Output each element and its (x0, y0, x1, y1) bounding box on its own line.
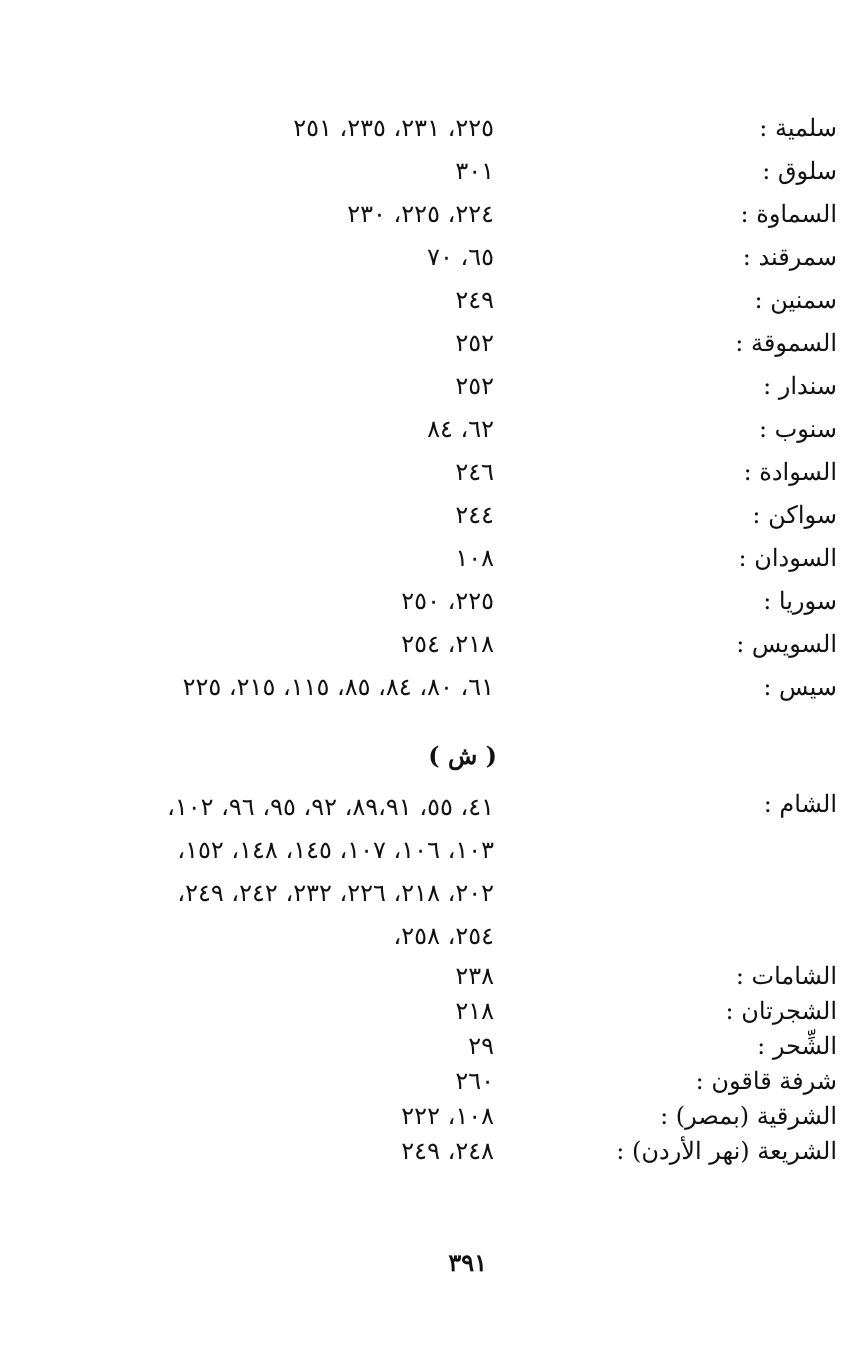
entry-pages: ٢٢٥، ٢٥٠ (401, 587, 494, 615)
entry-term: السوادة : (743, 458, 837, 486)
entry-pages-line: ٢٠٢، ٢١٨، ٢٢٦، ٢٣٢، ٢٤٢، ٢٤٩، (177, 879, 494, 907)
entry-pages: ٣٠١ (455, 157, 494, 185)
entry-pages: ٢٤٩ (455, 286, 494, 314)
entry-pages: ٦٢، ٨٤ (427, 415, 494, 443)
entry-term: الشرقية (بمصر) : (660, 1102, 837, 1130)
entry-pages: ٢٩ (468, 1032, 494, 1060)
index-entry (0, 540, 849, 583)
index-entry (0, 239, 849, 282)
entry-pages: ٦١، ٨٠، ٨٤، ٨٥، ١١٥، ٢١٥، ٢٢٥ (182, 673, 494, 701)
entry-term: شرفة قاقون : (695, 1067, 837, 1095)
entry-term: سلوق : (762, 157, 837, 185)
index-entry (0, 958, 849, 993)
index-entry (0, 1028, 849, 1063)
entry-pages-line: ١٠٣، ١٠٦، ١٠٧، ١٤٥، ١٤٨، ١٥٢، (177, 836, 494, 864)
entry-pages-multiline (34, 786, 494, 958)
entry-pages: ٢٢٥، ٢٣١، ٢٣٥، ٢٥١ (293, 114, 494, 142)
index-entry (0, 626, 849, 669)
entry-term: سيس : (763, 673, 837, 701)
index-entry (0, 196, 849, 239)
entry-pages: ٦٥، ٧٠ (427, 243, 494, 271)
entry-pages-line: ٤١، ٥٥، ٨٩،٩١، ٩٢، ٩٥، ٩٦، ١٠٢، (167, 793, 494, 821)
entry-pages: ٢١٨، ٢٥٤ (401, 630, 494, 658)
entry-term: سواكن : (752, 501, 837, 529)
entry-pages: ٢٤٦ (455, 458, 494, 486)
index-entries-bottom (0, 958, 849, 1168)
entry-term: سوريا : (763, 587, 837, 615)
index-entry (0, 669, 849, 712)
entry-pages: ٢٤٨، ٢٤٩ (401, 1137, 494, 1165)
index-entry-sham (0, 786, 849, 956)
entry-pages: ١٠٨، ٢٢٢ (401, 1102, 494, 1130)
entry-pages: ٢٦٠ (455, 1067, 494, 1095)
index-entries-top (0, 110, 849, 712)
entry-pages: ٢٣٨ (455, 962, 494, 990)
entry-term: الشامات : (735, 962, 837, 990)
entry-pages: ١٠٨ (455, 544, 494, 572)
index-entry (0, 153, 849, 196)
entry-term: السموقة : (735, 329, 837, 357)
index-entry (0, 1098, 849, 1133)
index-entry (0, 411, 849, 454)
section-heading: ( ش ) (428, 741, 497, 770)
index-entry (0, 282, 849, 325)
index-entry (0, 325, 849, 368)
index-entry (0, 1133, 849, 1168)
entry-term: سمنين : (754, 286, 837, 314)
index-entry (0, 454, 849, 497)
index-entry (0, 993, 849, 1028)
entry-term: سمرقند : (742, 243, 837, 271)
entry-pages: ٢٤٤ (455, 501, 494, 529)
entry-term: الشريعة (نهر الأردن) : (616, 1137, 837, 1165)
entry-term: سندار : (763, 372, 837, 400)
index-entry (0, 110, 849, 153)
page-number: ٣٩١ (448, 1248, 487, 1277)
entry-term: السماوة : (740, 200, 837, 228)
index-entry (0, 1063, 849, 1098)
index-entry (0, 583, 849, 626)
entry-term: سنوب : (758, 415, 837, 443)
entry-pages: ٢١٨ (455, 997, 494, 1025)
entry-pages: ٢٥٢ (455, 372, 494, 400)
entry-term: الشجرتان : (725, 997, 837, 1025)
entry-pages-line: ٢٥٤، ٢٥٨، (393, 922, 494, 950)
index-entry (0, 368, 849, 411)
entry-term: الشام : (763, 790, 837, 818)
entry-pages: ٢٥٢ (455, 329, 494, 357)
entry-term: السودان : (738, 544, 837, 572)
entry-term: السويس : (736, 630, 837, 658)
entry-term: سلمية : (759, 114, 837, 142)
entry-pages: ٢٢٤، ٢٢٥، ٢٣٠ (347, 200, 494, 228)
entry-term: الشِّحر : (757, 1032, 837, 1060)
index-entry (0, 497, 849, 540)
